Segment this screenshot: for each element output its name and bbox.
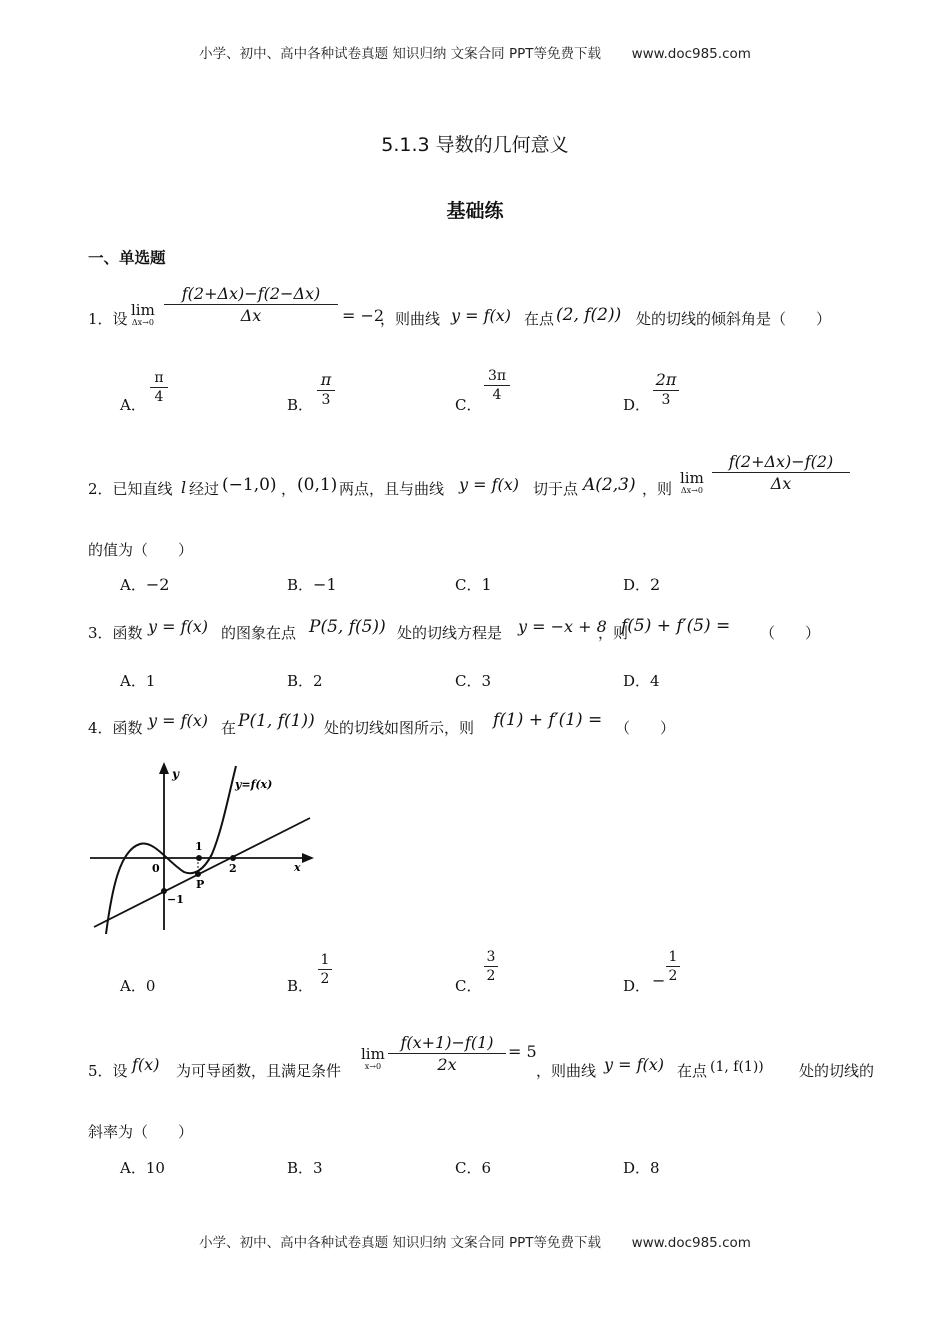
q2-option-a[interactable] xyxy=(120,574,169,595)
q2-number: 2．已知直线 xyxy=(88,480,173,498)
q3-curve: y = f(x) xyxy=(148,617,209,636)
q2-curve: y = f(x) xyxy=(459,475,520,494)
q3-option-a-label: A． xyxy=(120,672,146,690)
q2-text-3: 切于点 xyxy=(533,480,579,498)
page-subtitle: 基础练 xyxy=(446,200,504,222)
q5-text-4: 处的切线的 xyxy=(799,1062,875,1080)
q4-option-b-label[interactable]: B． xyxy=(287,977,314,995)
q3-point: P(5, f(5)) xyxy=(309,617,386,637)
q1-option-b[interactable] xyxy=(317,370,335,408)
q4-option-c[interactable] xyxy=(484,949,498,984)
q1-option-d-num: 2π xyxy=(655,370,677,389)
neg-one-label: −1 xyxy=(167,893,184,906)
q3-text-2: 处的切线方程是 xyxy=(397,624,503,642)
two-label: 2 xyxy=(229,862,237,875)
q3-option-a-value: 1 xyxy=(145,672,156,690)
q3-option-d-label: D． xyxy=(623,672,651,690)
section-heading: 一、单选题 xyxy=(88,249,166,267)
curve-label: y=f(x) xyxy=(235,778,273,791)
q4-option-d-den: 2 xyxy=(668,968,678,984)
q2-option-d-value: 2 xyxy=(650,575,661,594)
q1-option-c-label[interactable]: C． xyxy=(455,396,482,414)
q1-option-a-den: 4 xyxy=(154,389,164,405)
q5-option-b[interactable] xyxy=(287,1157,323,1178)
q1-option-b-label[interactable]: B． xyxy=(287,396,314,414)
q2-lim-word: lim xyxy=(680,469,704,487)
q1-option-d-den: 3 xyxy=(661,392,671,408)
q4-text-2: 处的切线如图所示，则 xyxy=(324,719,475,737)
q5-option-a[interactable] xyxy=(120,1157,165,1178)
q4-blank: （ ） xyxy=(615,719,676,737)
q3-option-b-value: 2 xyxy=(313,672,323,690)
q5-option-a-value: 10 xyxy=(145,1159,165,1177)
q4-point: P(1, f(1)) xyxy=(238,711,315,731)
q1-option-c-num: 3π xyxy=(487,368,507,384)
q3-text-3: ，则 xyxy=(598,624,629,642)
q1-limit xyxy=(131,302,155,327)
q4-option-b-den: 2 xyxy=(320,971,330,987)
q5-option-d-label: D． xyxy=(623,1159,651,1177)
q5-numerator: f(x+1)−f(1) xyxy=(400,1033,494,1052)
q2-option-c-value: 1 xyxy=(481,575,492,594)
q1-text-1: ，则曲线 xyxy=(380,310,441,328)
q5-option-c[interactable] xyxy=(455,1157,491,1178)
q2-denominator: Δx xyxy=(770,474,792,493)
page-footer xyxy=(0,1231,950,1251)
q1-denominator: Δx xyxy=(240,306,262,325)
y-axis-label: y xyxy=(172,767,179,781)
q1-option-a-num: π xyxy=(154,370,164,386)
one-label: 1 xyxy=(195,840,203,853)
q1-option-a[interactable] xyxy=(150,370,168,405)
q3-option-b-label: B． xyxy=(287,672,314,690)
q1-option-b-den: 3 xyxy=(321,392,331,408)
q5-limit xyxy=(361,1046,385,1071)
point-one xyxy=(196,855,202,861)
page-title: 5.1.3 导数的几何意义 xyxy=(381,134,569,156)
q3-option-c-label: C． xyxy=(455,672,482,690)
q4-option-d-label[interactable]: D． xyxy=(623,977,651,995)
q5-option-b-value: 3 xyxy=(313,1159,323,1177)
q2-fraction xyxy=(712,452,850,493)
q2-text-4: ，则 xyxy=(642,480,673,498)
x-axis-arrow-icon xyxy=(302,853,314,863)
q3-text-1: 的图象在点 xyxy=(221,624,297,642)
q1-rhs: = −2 xyxy=(342,306,385,325)
q1-lim-sub: Δx→0 xyxy=(131,318,154,327)
origin-label: 0 xyxy=(152,862,160,875)
q3-option-a[interactable] xyxy=(120,670,155,691)
q3-option-b[interactable] xyxy=(287,670,323,691)
q3-blank: （ ） xyxy=(760,624,821,642)
q3-option-c[interactable] xyxy=(455,670,491,691)
q5-option-c-label: C． xyxy=(455,1159,482,1177)
q1-text-2: 在点 xyxy=(524,310,555,328)
q5-fraction xyxy=(388,1033,506,1074)
q2-option-b-label: B． xyxy=(287,576,314,594)
q4-option-b-num: 1 xyxy=(320,952,330,968)
x-axis-label: x xyxy=(294,861,301,874)
q2-text-1: 经过 xyxy=(189,480,220,498)
q5-option-d[interactable] xyxy=(623,1157,660,1178)
q2-line-2: 的值为（ ） xyxy=(88,541,194,559)
q1-option-d[interactable] xyxy=(653,370,679,408)
q4-option-d-sign: − xyxy=(652,971,666,990)
q2-option-d[interactable] xyxy=(623,574,660,595)
q4-option-c-den: 2 xyxy=(486,968,496,984)
q4-option-b[interactable] xyxy=(318,952,332,987)
q4-text-1: 在 xyxy=(221,719,237,737)
q2-option-c-label: C． xyxy=(455,576,482,594)
q1-numerator: f(2+Δx)−f(2−Δx) xyxy=(181,284,321,303)
footer-site-link[interactable]: www.doc985.com xyxy=(631,1235,751,1251)
q5-curve: y = f(x) xyxy=(604,1055,665,1074)
q2-option-c[interactable] xyxy=(455,574,492,595)
q5-point: (1, f(1)) xyxy=(710,1059,764,1075)
point-two xyxy=(230,855,236,861)
q1-option-c[interactable] xyxy=(484,368,510,403)
q1-option-c-den: 4 xyxy=(492,387,502,403)
q1-number: 1．设 xyxy=(88,310,128,328)
q5-option-d-value: 8 xyxy=(650,1159,660,1177)
q1-text-3: 处的切线的倾斜角是（ ） xyxy=(636,310,832,328)
q1-fraction xyxy=(164,284,338,325)
q4-option-c-label[interactable]: C． xyxy=(455,977,482,995)
q5-option-a-label: A． xyxy=(120,1159,146,1177)
q5-text-3: 在点 xyxy=(677,1062,708,1080)
q2-option-b[interactable] xyxy=(287,574,337,595)
q3-expression: f(5) + f′(5) = xyxy=(621,616,731,636)
q2-line-l: l xyxy=(181,478,187,497)
q5-option-c-value: 6 xyxy=(481,1159,492,1177)
q2-option-a-value: −2 xyxy=(145,575,170,594)
q3-option-d[interactable] xyxy=(623,670,660,691)
q4-option-a[interactable] xyxy=(120,975,155,996)
q5-lim-sub: x→0 xyxy=(364,1062,382,1071)
q5-rhs: = 5 xyxy=(508,1042,537,1061)
p-label: P xyxy=(196,878,205,891)
function-curve xyxy=(106,766,236,934)
q5-option-b-label: B． xyxy=(287,1159,314,1177)
q3-number: 3．函数 xyxy=(88,624,143,642)
q5-denominator: 2x xyxy=(437,1055,457,1074)
q2-point-2: (0,1) xyxy=(297,475,338,495)
q4-option-a-value: 0 xyxy=(145,977,156,995)
page-header xyxy=(0,42,950,62)
q1-option-d-label[interactable]: D． xyxy=(623,396,651,414)
header-text: 小学、初中、高中各种试卷真题 知识归纳 文案合同 PPT等免费下载 xyxy=(199,46,601,62)
q1-lim-word: lim xyxy=(131,301,155,319)
q4-option-d[interactable] xyxy=(666,949,680,984)
q3-option-d-value: 4 xyxy=(650,672,660,690)
q5-number: 5．设 xyxy=(88,1062,128,1080)
q2-comma: ， xyxy=(281,480,297,498)
q1-option-b-num: π xyxy=(320,370,332,389)
q3-option-c-value: 3 xyxy=(481,672,492,690)
q4-option-d-num: 1 xyxy=(668,949,678,965)
q2-limit xyxy=(680,470,704,495)
q2-lim-sub: Δx→0 xyxy=(680,486,703,495)
q1-option-a-label[interactable]: A． xyxy=(120,396,146,414)
q2-text-2: 两点，且与曲线 xyxy=(339,480,445,498)
q5-line-2: 斜率为（ ） xyxy=(88,1123,194,1141)
tangent-line xyxy=(94,818,310,927)
q5-text-1: 为可导函数，且满足条件 xyxy=(176,1062,342,1080)
q5-fx: f(x) xyxy=(132,1055,160,1074)
q4-number: 4．函数 xyxy=(88,719,143,737)
q4-graph-figure xyxy=(88,758,320,934)
q2-point-a: A(2,3) xyxy=(583,475,636,495)
q2-option-d-label: D． xyxy=(623,576,651,594)
q3-tangent: y = −x + 8 xyxy=(518,617,607,636)
q4-expression: f(1) + f′(1) = xyxy=(493,710,603,730)
footer-text: 小学、初中、高中各种试卷真题 知识归纳 文案合同 PPT等免费下载 xyxy=(199,1235,601,1251)
q2-option-a-label: A． xyxy=(120,576,146,594)
q2-option-b-value: −1 xyxy=(313,575,337,594)
y-axis-arrow-icon xyxy=(159,762,169,774)
q4-curve: y = f(x) xyxy=(148,711,209,730)
q4-option-a-label: A． xyxy=(120,977,146,995)
q2-numerator: f(2+Δx)−f(2) xyxy=(728,452,834,471)
q2-point-1: (−1,0) xyxy=(222,475,277,495)
q4-option-c-num: 3 xyxy=(486,949,496,965)
q5-lim-word: lim xyxy=(361,1045,385,1063)
q5-text-2: ，则曲线 xyxy=(536,1062,597,1080)
q1-curve: y = f(x) xyxy=(451,306,512,325)
header-site-link[interactable]: www.doc985.com xyxy=(631,46,751,62)
q1-point: (2, f(2)) xyxy=(556,305,622,325)
